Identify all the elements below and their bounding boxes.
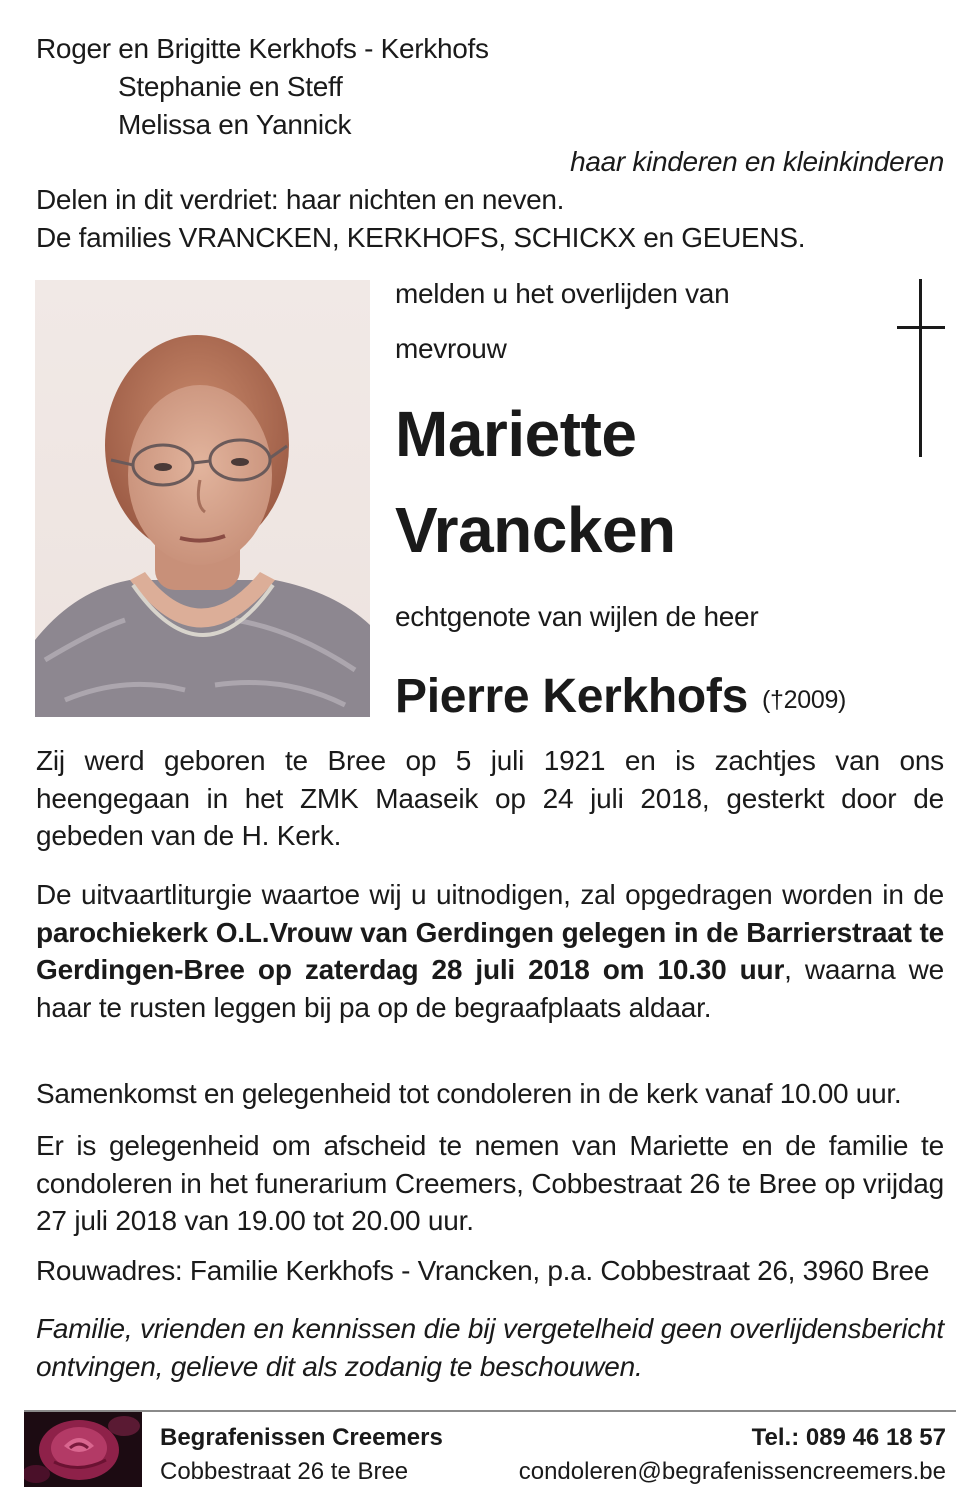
birth-paragraph: Zij werd geboren te Bree op 5 juli 1921 en is zachtjes van ons heengegaan in het ZMK Maaseik op 24 juli 2018, gesterkt door de gebeden van de H. Kerk. [36, 745, 944, 851]
intro-text: melden u het overlijden van [395, 278, 730, 309]
liturgy-start: De uitvaartliturgie waartoe wij u uitnodigen, zal opgedragen worden in de [36, 879, 944, 910]
relation-line: haar kinderen en kleinkinderen [570, 146, 944, 177]
grandchildren-line-2: Melissa en Yannick [118, 109, 352, 140]
liturgy-location: parochiekerk O.L.Vrouw van Gerdingen gelegen in de Barrierstraat te Gerdingen-Bree op zaterdag 28 juli 2018 om 10.30 uur [36, 916, 944, 985]
company-email-link[interactable]: condoleren@begrafenissencreemers.be [518, 1458, 946, 1485]
company-street: Cobbestraat 26 te Bree [160, 1458, 409, 1485]
liturgy-end: , waarna we haar te rusten leggen bij pa op de begraafplaats aldaar. [36, 954, 944, 1023]
deceased-first-name: Mariette [395, 398, 637, 470]
gathering-text: Samenkomst en gelegenheid tot condoleren in de kerk vanaf 10.00 uur. [36, 1078, 902, 1109]
grandchildren-line-1: Stephanie en Steff [118, 71, 343, 102]
company-phone: Tel.: 089 46 18 57 [751, 1424, 946, 1451]
notice-paragraph: Familie, vrienden en kennissen die bij vergetelheid geen overlijdensbericht ontvingen, gelieve dit als zodanig te beschouwen. [36, 1313, 944, 1382]
cross-icon [897, 279, 945, 459]
spouse-death-year: (†2009) [762, 686, 847, 714]
families-line: De families VRANCKEN, KERKHOFS, SCHICKX en GEUENS. [36, 222, 806, 253]
address-text: Rouwadres: Familie Kerkhofs - Vrancken, p.a. Cobbestraat 26, 3960 Bree [36, 1255, 930, 1286]
parents-line: Roger en Brigitte Kerkhofs - Kerkhofs [36, 33, 489, 64]
liturgy-paragraph [36, 876, 944, 1026]
company-name: Begrafenissen Creemers [160, 1424, 443, 1451]
portrait-photo [35, 280, 370, 717]
title-text: mevrouw [395, 333, 507, 364]
spouse-intro: echtgenote van wijlen de heer [395, 601, 759, 632]
farewell-paragraph: Er is gelegenheid om afscheid te nemen van Mariette en de familie te condoleren in het funerarium Creemers, Cobbestraat 26 te Bree op vrijdag 27 juli 2018 van 19.00 tot 20.00 uur. [36, 1130, 944, 1236]
spouse-line [395, 664, 846, 733]
spouse-name: Pierre Kerkhofs [395, 670, 748, 723]
deceased-last-name: Vrancken [395, 494, 676, 566]
footer-divider [24, 1410, 956, 1412]
relatives-line: Delen in dit verdriet: haar nichten en neven. [36, 184, 565, 215]
rose-logo-icon [24, 1412, 142, 1487]
